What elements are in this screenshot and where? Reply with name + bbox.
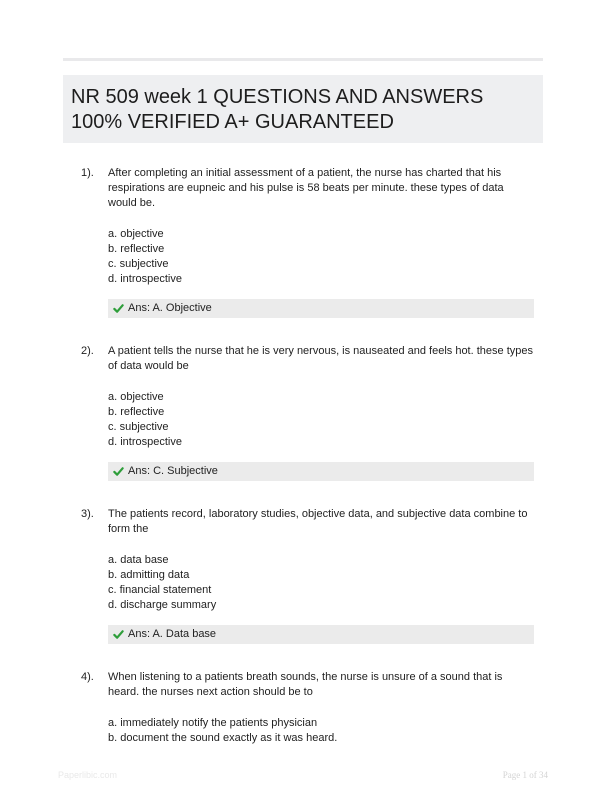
- question-2: [63, 344, 543, 481]
- question-3: [63, 507, 543, 644]
- option-item: b. reflective: [108, 406, 165, 418]
- check-icon: [113, 303, 124, 314]
- option-list: [108, 227, 534, 287]
- check-icon: [113, 629, 124, 640]
- option-item: a. objective: [108, 391, 164, 403]
- question-number: 4).: [81, 671, 94, 683]
- option-item: d. introspective: [108, 436, 182, 448]
- option-item: a. data base: [108, 554, 169, 566]
- option-item: d. discharge summary: [108, 599, 217, 611]
- question-1: [63, 166, 543, 318]
- top-divider: [63, 58, 543, 61]
- option-item: b. document the sound exactly as it was heard.: [108, 732, 338, 744]
- option-list: [108, 716, 534, 746]
- question-text: After completing an initial assessment of a patient, the nurse has charted that his respirations are eupneic and his pulse is 58 beats per minute. these types of data would be.: [108, 167, 504, 209]
- option-item: b. reflective: [108, 243, 165, 255]
- question-list: [63, 166, 543, 772]
- option-item: d. introspective: [108, 273, 182, 285]
- question-text: The patients record, laboratory studies, objective data, and subjective data combine to form the: [108, 508, 528, 535]
- page-number: Page 1 of 34: [502, 770, 548, 780]
- answer-box: [108, 299, 534, 318]
- option-item: a. objective: [108, 228, 164, 240]
- answer-box: [108, 625, 534, 644]
- check-icon: [113, 466, 124, 477]
- document-title-box: [63, 75, 543, 143]
- option-item: c. financial statement: [108, 584, 212, 596]
- option-item: c. subjective: [108, 258, 169, 270]
- option-item: b. admitting data: [108, 569, 190, 581]
- question-number: 1).: [81, 167, 94, 179]
- option-list: [108, 390, 534, 450]
- answer-text: Ans: C. Subjective: [128, 465, 218, 477]
- question-number: 3).: [81, 508, 94, 520]
- answer-box: [108, 462, 534, 481]
- question-4: [63, 670, 543, 746]
- question-text: When listening to a patients breath sounds, the nurse is unsure of a sound that is heard. the nurses next action should be to: [108, 671, 503, 698]
- option-item: c. subjective: [108, 421, 169, 433]
- document-title-line: 100% VERIFIED A+ GUARANTEED: [71, 111, 394, 133]
- question-text: A patient tells the nurse that he is very nervous, is nauseated and feels hot. these types of data would be: [108, 345, 533, 372]
- answer-text: Ans: A. Data base: [128, 628, 217, 640]
- option-list: [108, 553, 534, 613]
- document-title-line: NR 509 week 1 QUESTIONS AND ANSWERS: [71, 86, 484, 108]
- question-number: 2).: [81, 345, 94, 357]
- option-item: a. immediately notify the patients physician: [108, 717, 318, 729]
- footer-watermark: Paperlibic.com: [58, 770, 118, 780]
- answer-text: Ans: A. Objective: [128, 302, 212, 314]
